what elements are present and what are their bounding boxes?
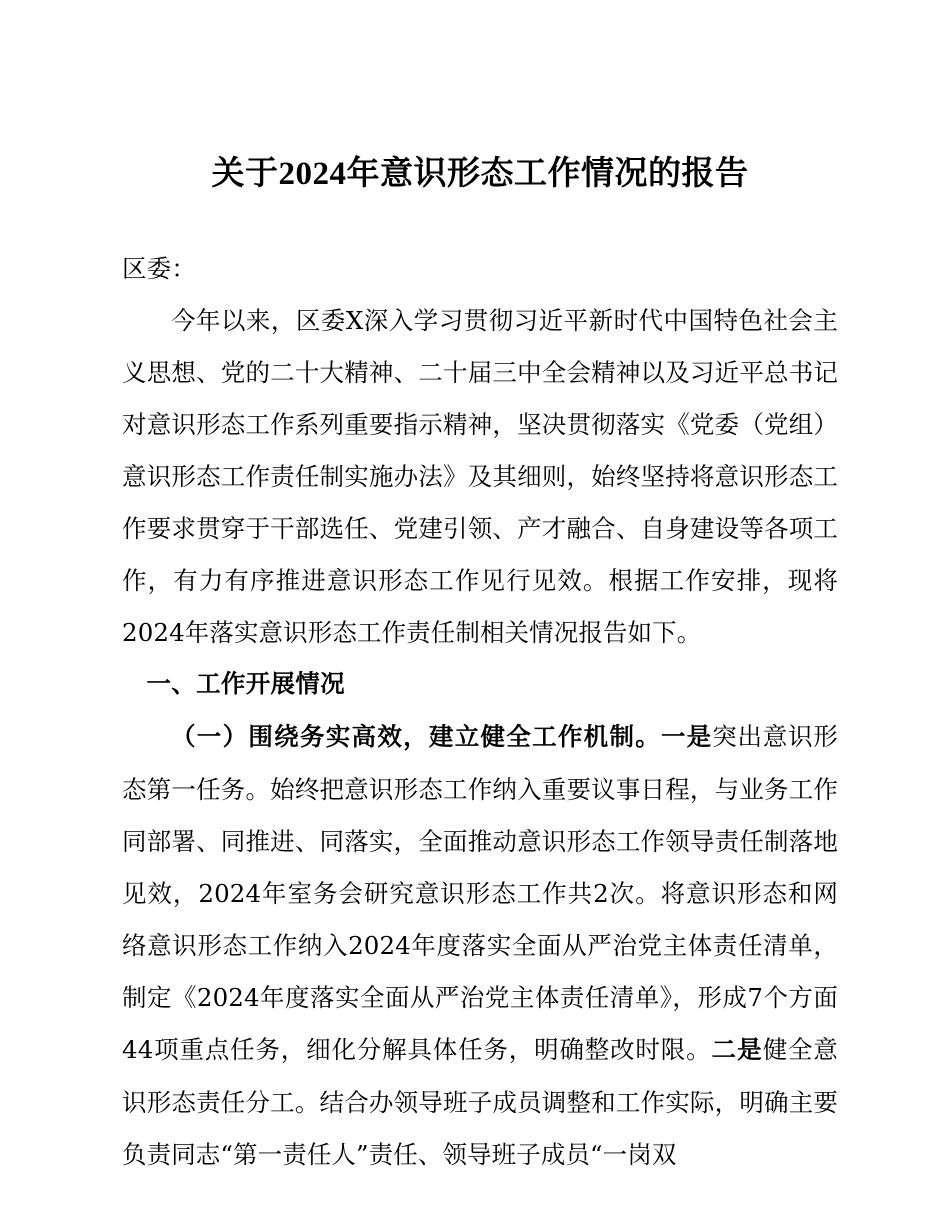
salutation: 区委： [122, 253, 197, 283]
page-title: 关于2024年意识形态工作情况的报告 [211, 156, 749, 192]
subsection-1-label: （一）围绕务实高效，建立健全工作机制。 [171, 723, 662, 751]
enum-1-label: 一是 [661, 723, 713, 751]
section-heading-1: 一、工作开展情况 [146, 670, 345, 698]
subsection-1-paragraph [122, 711, 838, 1181]
paragraph-opening: 今年以来，区委X深入学习贯彻习近平新时代中国特色社会主义思想、党的二十大精神、二十届三中全会精神以及习近平总书记对意识形态工作系列重要指示精神，坚决贯彻落实《党委（党组）意识形态工作责任制实施办法》及其细则，始终坚持将意识形态工作要求贯穿于干部选任、党建引领、产才融合、自身建设等各项工作，有力有序推进意识形态工作见行见效。根据工作安排，现将2024年落实意识形态工作责任制相关情况报告如下。 [122, 305, 838, 647]
enum-1-text: 突出意识形态第一任务。始终把意识形态工作纳入重要议事日程，与业务工作同部署、同推进、同落实，全面推动意识形态工作领导责任制落地见效，2024年室务会研究意识形态工作共2次。将意识形态和网络意识形态工作纳入2024年度落实全面从严治党主体责任清单，制定《2024年度落实全面从严治党主体责任清单》，形成7个方面44项重点任务，细化分解具体任务，明确整改时限。 [122, 721, 838, 1064]
enum-2-label: 二是 [711, 1036, 763, 1064]
enum-2-text: 健全意识形态责任分工。结合办领导班子成员调整和工作实际，明确主要负责同志“第一责任人”责任、领导班子成员“一岗双 [122, 1034, 838, 1169]
